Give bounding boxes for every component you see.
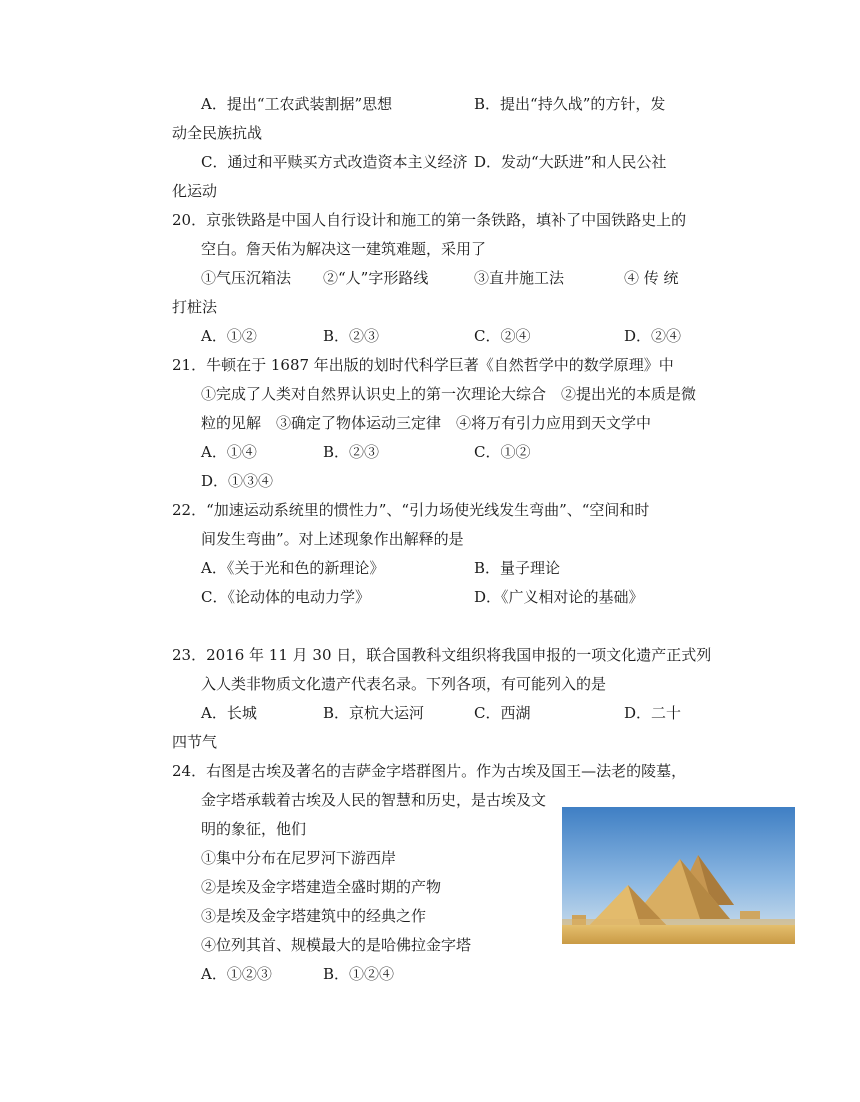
pyramids-illustration — [562, 807, 795, 944]
q19-option-b-cont: 动全民族抗战 — [172, 124, 263, 142]
q19-option-c: C．通过和平赎买方式改造资本主义经济 — [201, 153, 468, 171]
q21-option-d: D．①③④ — [201, 472, 274, 490]
q20-item-3: ③直井施工法 — [474, 269, 565, 287]
q19-option-d-cont: 化运动 — [172, 182, 218, 200]
q24-stem: 24．右图是古埃及著名的吉萨金字塔群图片。作为古埃及国王—法老的陵墓， — [172, 762, 687, 780]
q19-option-d: D．发动“大跃进”和人民公社 — [474, 153, 667, 171]
q22-stem-cont: 间发生弯曲”。对上述现象作出解释的是 — [201, 530, 464, 548]
q20-item-4-cont: 打桩法 — [172, 298, 218, 316]
q20-option-c: C．②④ — [474, 327, 531, 345]
q22-option-b: B．量子理论 — [474, 559, 561, 577]
q23-option-b: B．京杭大运河 — [323, 704, 425, 722]
q24-option-a: A．①②③ — [201, 965, 272, 983]
q22-option-d: D．《广义相对论的基础》 — [474, 588, 644, 606]
q23-stem-cont: 入人类非物质文化遗产代表名录。下列各项，有可能列入的是 — [201, 675, 607, 693]
q21-option-b: B．②③ — [323, 443, 380, 461]
q24-item-4: ④位列其首、规模最大的是哈佛拉金字塔 — [201, 936, 472, 954]
q22-option-c: C．《论动体的电动力学》 — [201, 588, 370, 606]
q21-option-c: C．①② — [474, 443, 531, 461]
q20-option-d: D．②④ — [624, 327, 682, 345]
q23-option-c: C．西湖 — [474, 704, 531, 722]
q24-stem-cont-2: 明的象征，他们 — [201, 820, 307, 838]
q23-stem: 23．2016 年 11 月 30 日，联合国教科文组织将我国申报的一项文化遗产正式列 — [172, 646, 712, 664]
q20-item-4: ④ 传 统 — [624, 269, 679, 287]
q21-items-cont: 粒的见解 ③确定了物体运动三定律 ④将万有引力应用到天文学中 — [201, 414, 652, 432]
q24-stem-cont: 金字塔承载着古埃及人民的智慧和历史，是古埃及文 — [201, 791, 547, 809]
q21-option-a: A．①④ — [201, 443, 257, 461]
q23-option-a: A．长城 — [201, 704, 257, 722]
q23-option-d-cont: 四节气 — [172, 733, 218, 751]
q19-option-b: B．提出“持久战”的方针，发 — [474, 95, 666, 113]
q21-stem: 21．牛顿在于 1687 年出版的划时代科学巨著《自然哲学中的数学原理》中 — [172, 356, 674, 374]
q20-option-b: B．②③ — [323, 327, 380, 345]
pyramids-photo — [562, 807, 795, 944]
q20-item-2: ②“人”字形路线 — [323, 269, 429, 287]
q19-option-a: A．提出“工农武装割据”思想 — [201, 95, 393, 113]
q21-items: ①完成了人类对自然界认识史上的第一次理论大综合 ②提出光的本质是微 — [201, 385, 697, 403]
q24-item-3: ③是埃及金字塔建筑中的经典之作 — [201, 907, 427, 925]
q20-option-a: A．①② — [201, 327, 257, 345]
q20-stem-cont: 空白。詹天佑为解决这一建筑难题，采用了 — [201, 240, 487, 258]
q24-item-2: ②是埃及金字塔建造全盛时期的产物 — [201, 878, 442, 896]
q24-option-b: B．①②④ — [323, 965, 395, 983]
q22-stem: 22．“加速运动系统里的惯性力”、“引力场使光线发生弯曲”、“空间和时 — [172, 501, 650, 519]
q24-item-1: ①集中分布在尼罗河下游西岸 — [201, 849, 397, 867]
q23-option-d: D．二十 — [624, 704, 682, 722]
q20-stem: 20．京张铁路是中国人自行设计和施工的第一条铁路，填补了中国铁路史上的 — [172, 211, 687, 229]
q20-item-1: ①气压沉箱法 — [201, 269, 292, 287]
q22-option-a: A．《关于光和色的新理论》 — [201, 559, 385, 577]
